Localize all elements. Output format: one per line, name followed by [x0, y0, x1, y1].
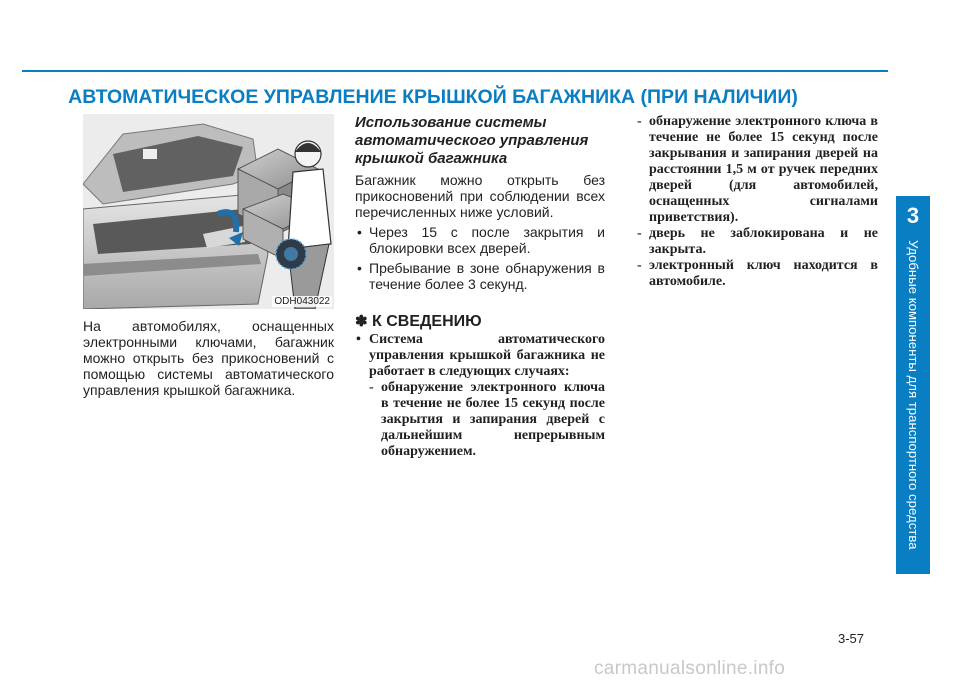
info-dash-item — [355, 380, 605, 460]
dash-marker: - — [637, 226, 642, 241]
chapter-title: Удобные компоненты для транспортного средства — [906, 240, 921, 550]
info-dash-item — [637, 114, 878, 226]
dash-marker: - — [637, 258, 642, 273]
dash-marker: - — [637, 114, 642, 129]
info-dash-text: обнаружение электронного ключа в течение не более 15 секунд после закрытия и запирания дверей с дальнейшим непрерывным обнаружением. — [381, 380, 605, 459]
condition-text: Через 15 с после закрытия и блокировки всех дверей. — [369, 224, 605, 256]
dash-marker: - — [369, 380, 374, 395]
chapter-number: 3 — [906, 203, 920, 228]
subheading: Использование системы автоматического управления крышкой багажника — [355, 114, 589, 167]
trunk-illustration — [83, 114, 334, 309]
info-heading — [355, 312, 605, 332]
condition-text: Пребывание в зоне обнаружения в течение более 3 секунд. — [369, 260, 605, 292]
chapter-side-tab — [896, 196, 930, 574]
info-bullet-text: Система автоматического управления крышкой багажника не работает в следующих случаях: — [369, 332, 605, 379]
info-box — [355, 332, 605, 460]
info-dash-text: обнаружение электронного ключа в течение не более 15 секунд после закрывания и запирания дверей на расстоянии 1,5 м от ручек передних дверей (для автомобилей, оснащенных сигналами приветствия). — [649, 114, 878, 225]
bullet-marker: • — [357, 224, 362, 240]
intro-paragraph: На автомобилях, оснащенных электронными ключами, багажник можно открыть без прикосновений с помощью системы автоматического управления крышкой багажника. — [83, 318, 334, 398]
left-column — [83, 318, 334, 398]
info-bullet-marker: • — [356, 332, 361, 347]
top-rule — [22, 70, 888, 72]
conditions-intro: Багажник можно открыть без прикосновений при соблюдении всех перечисленных ниже условий. — [355, 172, 605, 220]
right-column — [637, 114, 878, 290]
car-trunk-drawing — [83, 114, 334, 309]
section-title: АВТОМАТИЧЕСКОЕ УПРАВЛЕНИЕ КРЫШКОЙ БАГАЖНИКА (ПРИ НАЛИЧИИ) — [68, 86, 798, 108]
figure-code: ODH043022 — [274, 296, 330, 307]
bullet-marker: • — [357, 260, 362, 276]
condition-item — [355, 224, 605, 256]
condition-item — [355, 260, 605, 292]
watermark: carmanualsonline.info — [594, 658, 786, 679]
info-dash-text: электронный ключ находится в автомобиле. — [649, 258, 878, 289]
page-number: 3-57 — [838, 631, 865, 646]
info-dash-text: дверь не заблокирована и не закрыта. — [649, 226, 878, 257]
middle-column — [355, 114, 605, 460]
info-heading-text: К СВЕДЕНИЮ — [372, 313, 482, 330]
info-bullet — [355, 332, 605, 380]
info-dash-item — [637, 226, 878, 258]
info-star-icon: ✽ — [355, 313, 368, 330]
info-dash-item — [637, 258, 878, 290]
